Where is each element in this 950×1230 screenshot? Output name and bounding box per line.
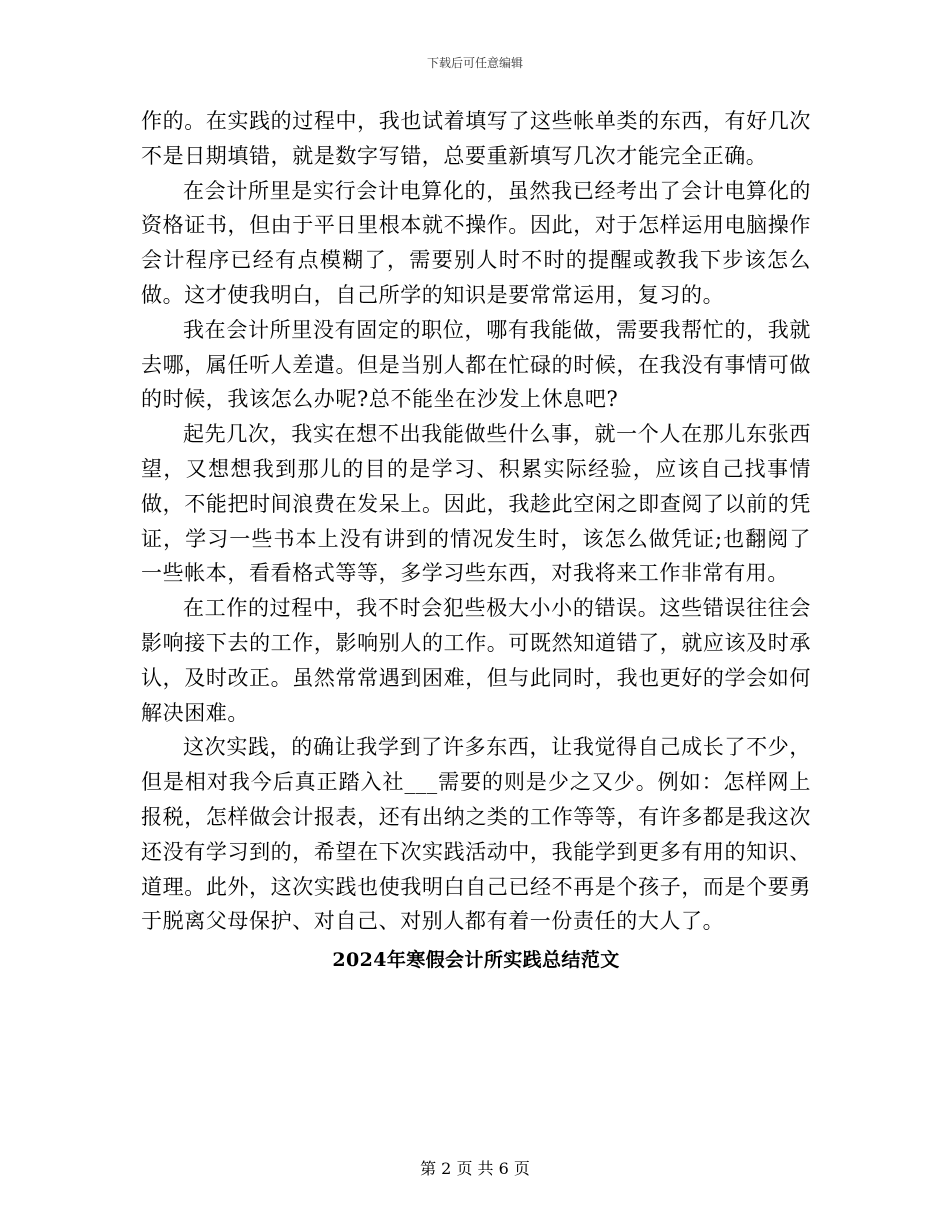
paragraph: 我在会计所里没有固定的职位，哪有我能做，需要我帮忙的，我就去哪，属任听人差遣。但是当别人都在忙碌的时候，在我没有事情可做的时候，我该怎么办呢?总不能坐在沙发上休息吧?: [141, 317, 811, 412]
paragraph: 在工作的过程中，我不时会犯些极大小小的错误。这些错误往往会影响接下去的工作，影响别人的工作。可既然知道错了，就应该及时承认，及时改正。虽然常常遇到困难，但与此同时，我也更好的学会如何解决困难。: [141, 596, 811, 725]
section-title: 2024年寒假会计所实践总结范文: [332, 949, 620, 972]
paragraph: 在会计所里是实行会计电算化的，虽然我已经考出了会计电算化的资格证书，但由于平日里根本就不操作。因此，对于怎样运用电脑操作会计程序已经有点模糊了，需要别人时不时的提醒或教我下步该怎么做。这才使我明白，自己所学的知识是要常常运用，复习的。: [141, 178, 811, 307]
paragraph: 起先几次，我实在想不出我能做些什么事，就一个人在那儿东张西望，又想想我到那儿的目的是学习、积累实际经验，应该自己找事情做，不能把时间浪费在发呆上。因此，我趁此空闲之即查阅了以前的凭证，学习一些书本上没有讲到的情况发生时，该怎么做凭证;也翻阅了一些帐本，看看格式等等，多学习些东西，对我将来工作非常有用。: [141, 422, 811, 586]
paragraph-continuation: 作的。在实践的过程中，我也试着填写了这些帐单类的东西，有好几次不是日期填错，就是数字写错，总要重新填写几次才能完全正确。: [141, 109, 811, 168]
document-body: [141, 104, 811, 975]
header-note: 下载后可任意编辑: [426, 56, 523, 70]
page-number: 第 2 页 共 6 页: [420, 1159, 530, 1178]
paragraph: 这次实践，的确让我学到了许多东西，让我觉得自己成长了不少，但是相对我今后真正踏入社___需要的则是少之又少。例如：怎样网上报税，怎样做会计报表，还有出纳之类的工作等等，有许多都是我这次还没有学习到的，希望在下次实践活动中，我能学到更多有用的知识、道理。此外，这次实践也使我明白自己已经不再是个孩子，而是个要勇于脱离父母保护、对自己、对别人都有着一份责任的大人了。: [141, 735, 811, 934]
